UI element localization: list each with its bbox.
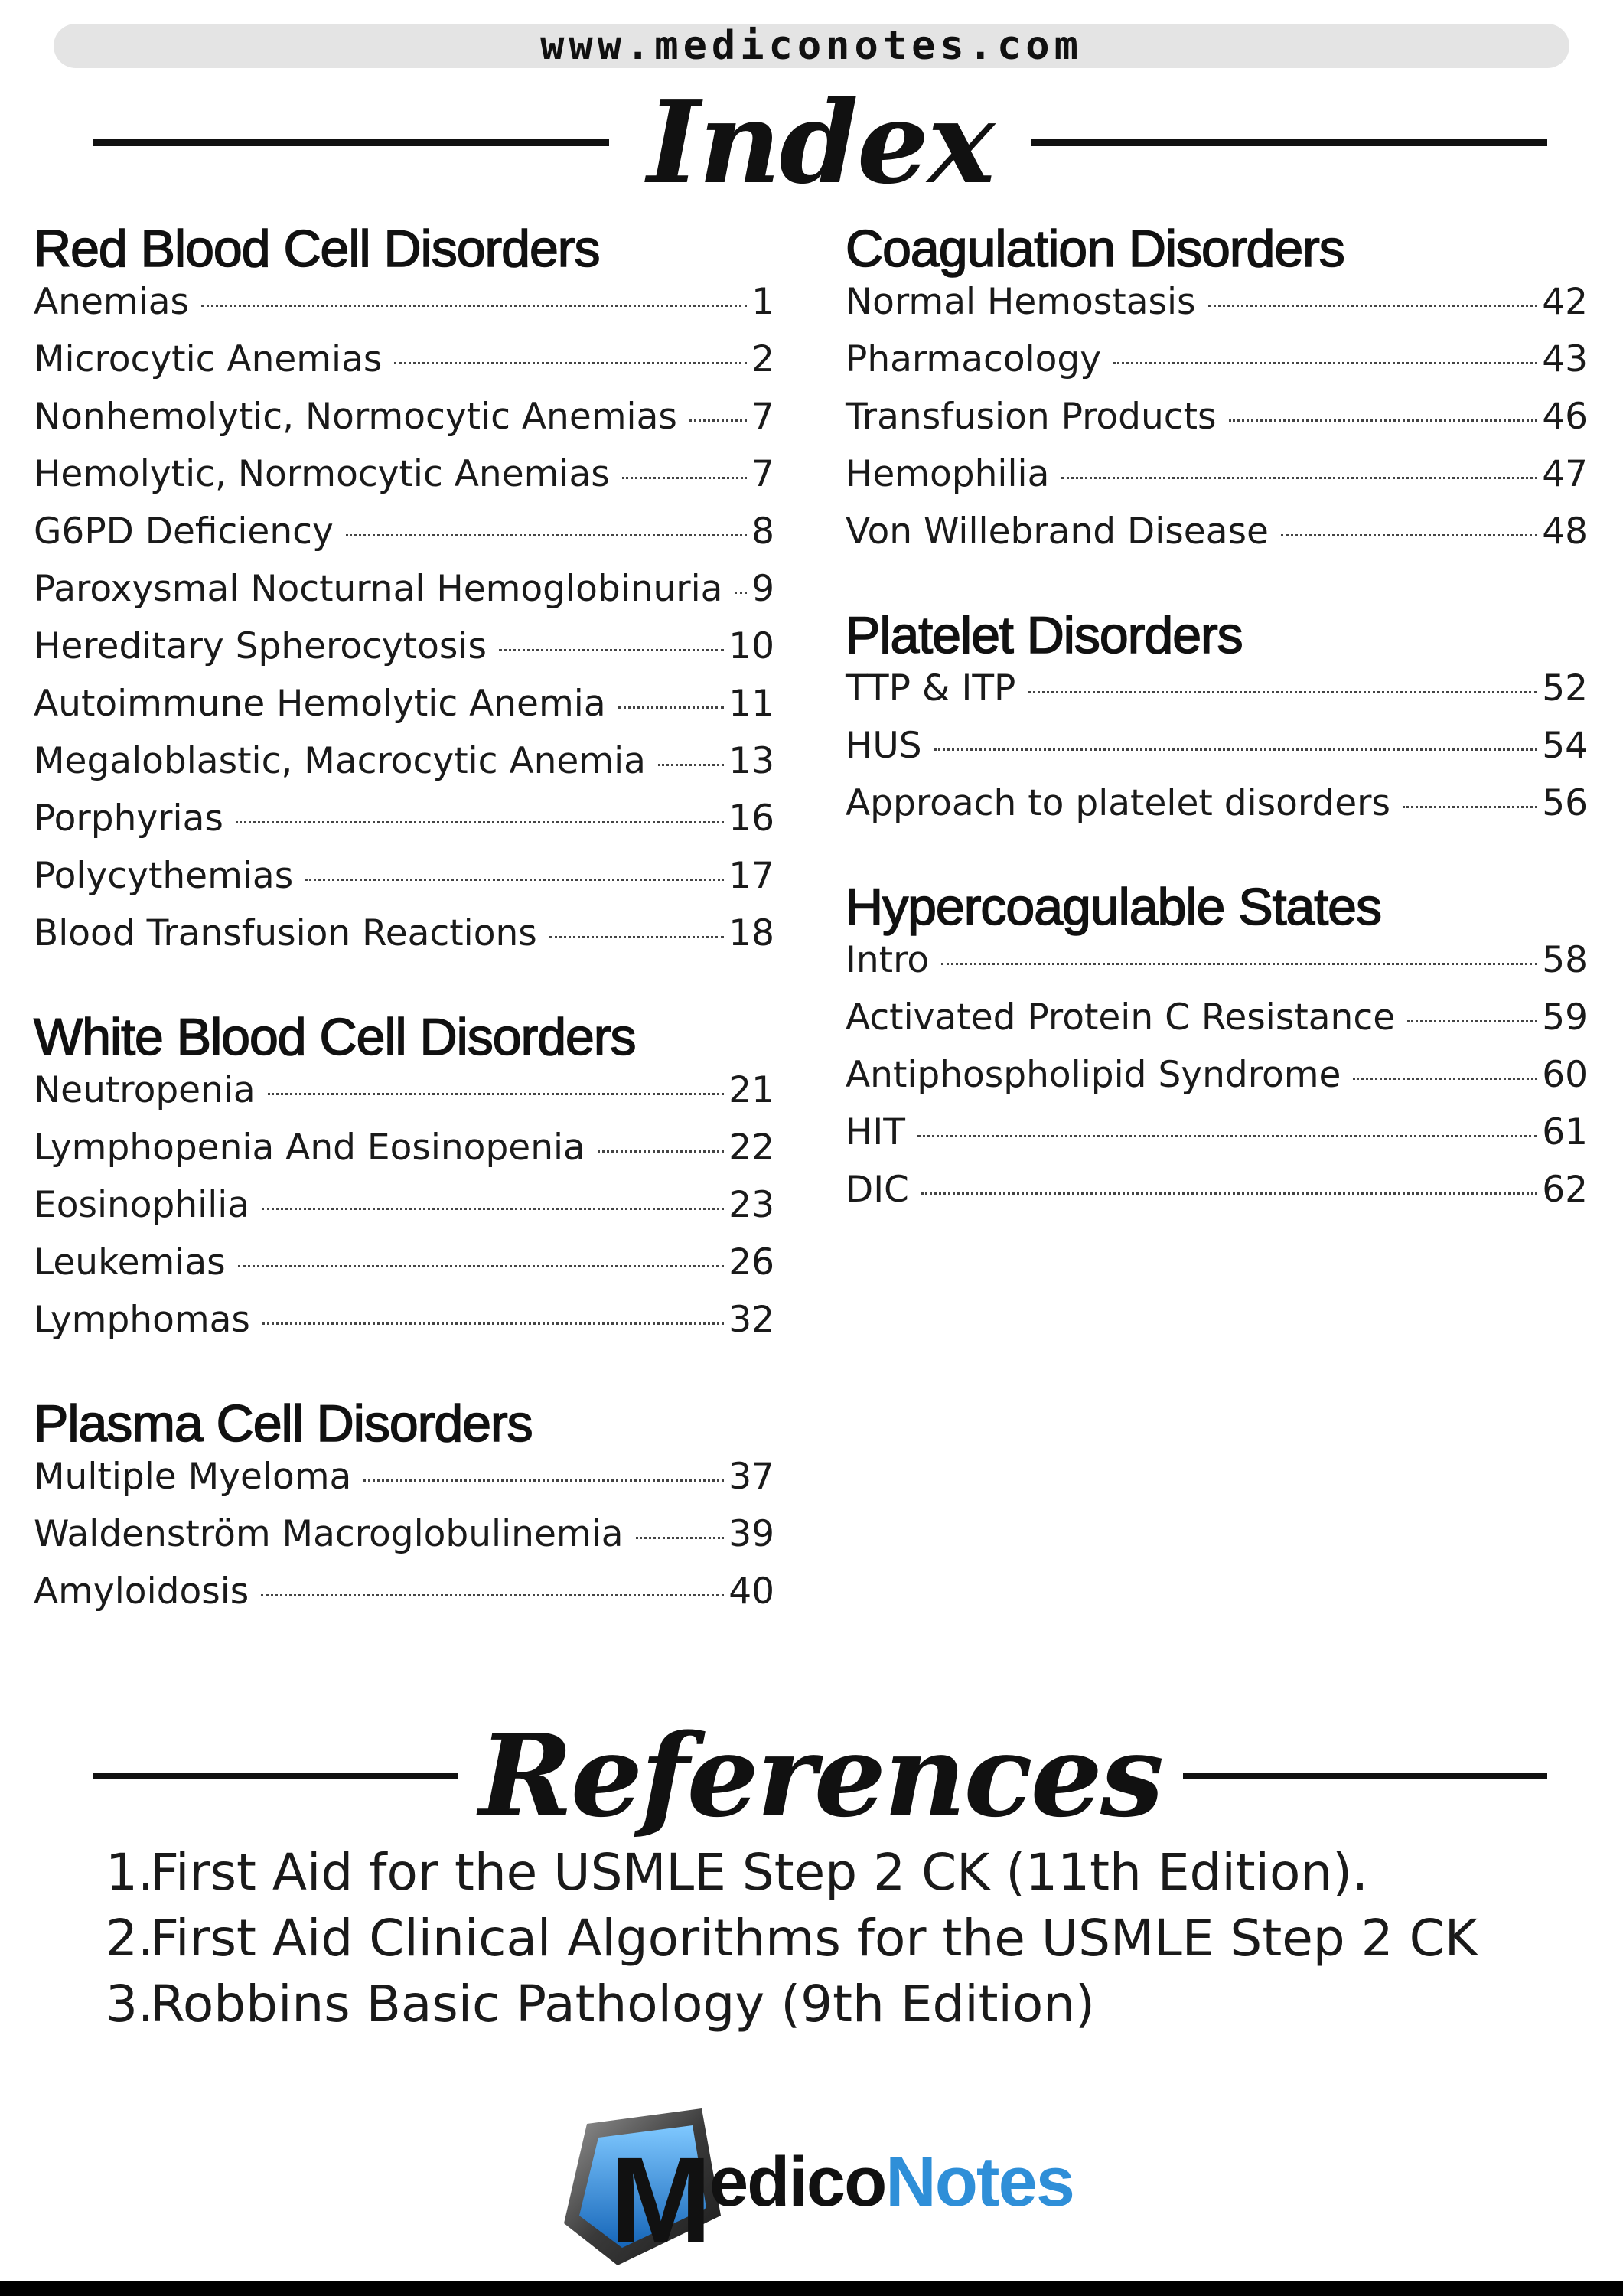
entry-name: Microcytic Anemias <box>34 338 383 380</box>
entry-name: DIC <box>846 1169 909 1211</box>
index-title-row <box>93 76 1547 209</box>
index-entry[interactable] <box>34 281 774 338</box>
entry-page-number: 40 <box>728 1570 774 1613</box>
section-heading: Plasma Cell Disorders <box>34 1394 533 1453</box>
dot-leader <box>658 764 724 766</box>
index-entry[interactable] <box>846 939 1588 996</box>
index-entry[interactable] <box>846 1111 1588 1169</box>
dot-leader <box>689 419 747 422</box>
index-entry[interactable] <box>34 1456 774 1513</box>
index-entry[interactable] <box>34 1570 774 1628</box>
index-section <box>34 218 774 970</box>
title-rule-left <box>93 1773 458 1779</box>
entry-name: HUS <box>846 725 922 767</box>
references-title: References <box>478 1709 1162 1842</box>
dot-leader <box>346 534 747 536</box>
entry-name: Porphyrias <box>34 797 223 840</box>
entry-name: Activated Protein C Resistance <box>846 996 1396 1039</box>
entry-page-number: 17 <box>728 855 774 897</box>
dot-leader <box>598 1150 724 1153</box>
index-entry[interactable] <box>846 667 1588 725</box>
dot-leader <box>394 362 747 364</box>
entry-name: Multiple Myeloma <box>34 1456 352 1498</box>
dot-leader <box>262 1208 724 1210</box>
index-entry[interactable] <box>34 855 774 912</box>
index-entry[interactable] <box>34 510 774 568</box>
reference-text: First Aid for the USMLE Step 2 CK (11th Edition). <box>150 1843 1368 1902</box>
entry-name: Eosinophilia <box>34 1184 250 1226</box>
mediconotes-logo <box>556 2101 1092 2277</box>
dot-leader <box>622 477 747 479</box>
index-section <box>846 605 1588 840</box>
reference-number: 2. <box>106 1909 154 1968</box>
dot-leader <box>238 1265 725 1267</box>
reference-number: 1. <box>106 1843 154 1902</box>
index-entry[interactable] <box>34 1127 774 1184</box>
index-column-right <box>846 218 1588 1263</box>
dot-leader <box>1208 305 1538 307</box>
entry-name: Transfusion Products <box>846 396 1217 438</box>
dot-leader <box>1281 534 1537 536</box>
entry-name: Megaloblastic, Macrocytic Anemia <box>34 740 646 782</box>
index-title: Index <box>647 76 994 209</box>
index-entry[interactable] <box>34 1069 774 1127</box>
dot-leader <box>1353 1078 1537 1080</box>
entry-name: Blood Transfusion Reactions <box>34 912 537 954</box>
reference-number: 3. <box>106 1975 154 2033</box>
logo-mark-icon <box>556 2101 732 2277</box>
entry-name: Pharmacology <box>846 338 1102 380</box>
entry-page-number: 10 <box>728 625 774 667</box>
entry-name: Nonhemolytic, Normocytic Anemias <box>34 396 677 438</box>
title-rule-left <box>93 139 609 146</box>
section-heading: Coagulation Disorders <box>846 220 1344 278</box>
dot-leader <box>941 963 1537 965</box>
index-entry[interactable] <box>34 912 774 970</box>
index-entry[interactable] <box>34 683 774 740</box>
entry-name: Lymphomas <box>34 1299 250 1341</box>
index-section <box>34 1393 774 1628</box>
entry-page-number: 58 <box>1542 939 1588 981</box>
entry-page-number: 46 <box>1542 396 1588 438</box>
entry-name: G6PD Deficiency <box>34 510 334 553</box>
entry-page-number: 62 <box>1542 1169 1588 1211</box>
dot-leader <box>735 592 747 594</box>
entry-page-number: 42 <box>1542 281 1588 323</box>
entry-page-number: 43 <box>1542 338 1588 380</box>
title-rule-right <box>1183 1773 1547 1779</box>
dot-leader <box>618 706 725 709</box>
entry-page-number: 59 <box>1542 996 1588 1039</box>
logo-wordmark-blue: Notes <box>885 2143 1074 2221</box>
index-entry[interactable] <box>34 740 774 797</box>
entry-name: Hemolytic, Normocytic Anemias <box>34 453 610 495</box>
bottom-band <box>0 2281 1623 2296</box>
entry-page-number: 1 <box>751 281 774 323</box>
dot-leader <box>1028 691 1537 693</box>
entry-name: Hemophilia <box>846 453 1050 495</box>
entry-page-number: 39 <box>728 1513 774 1555</box>
entry-page-number: 52 <box>1542 667 1588 709</box>
dot-leader <box>305 879 724 881</box>
entry-name: Polycythemias <box>34 855 294 897</box>
entry-name: Lymphopenia And Eosinopenia <box>34 1127 585 1169</box>
section-heading: Platelet Disorders <box>846 606 1243 664</box>
entry-page-number: 7 <box>751 453 774 495</box>
entry-page-number: 2 <box>751 338 774 380</box>
dot-leader <box>268 1093 724 1095</box>
dot-leader <box>921 1192 1537 1195</box>
index-entry[interactable] <box>34 625 774 683</box>
dot-leader <box>549 936 724 938</box>
entry-name: Normal Hemostasis <box>846 281 1196 323</box>
entry-page-number: 61 <box>1542 1111 1588 1153</box>
dot-leader <box>1113 362 1537 364</box>
title-rule-right <box>1031 139 1547 146</box>
website-url[interactable]: www.mediconotes.com <box>540 23 1083 69</box>
reference-item <box>106 1971 1559 2037</box>
reference-text: Robbins Basic Pathology (9th Edition) <box>150 1975 1095 2033</box>
index-section <box>846 876 1588 1226</box>
index-entry[interactable] <box>846 510 1588 568</box>
entry-page-number: 13 <box>728 740 774 782</box>
reference-item <box>106 1840 1559 1906</box>
index-entry[interactable] <box>846 1054 1588 1111</box>
entry-page-number: 48 <box>1542 510 1588 553</box>
dot-leader <box>636 1537 725 1539</box>
entry-page-number: 56 <box>1542 782 1588 824</box>
index-entry[interactable] <box>846 782 1588 840</box>
dot-leader <box>236 821 724 823</box>
entry-page-number: 54 <box>1542 725 1588 767</box>
entry-name: Antiphospholipid Syndrome <box>846 1054 1341 1096</box>
index-entry[interactable] <box>34 568 774 625</box>
index-entry[interactable] <box>34 797 774 855</box>
index-entry[interactable] <box>846 396 1588 453</box>
entry-name: Paroxysmal Nocturnal Hemoglobinuria <box>34 568 723 610</box>
index-section <box>34 1006 774 1356</box>
index-entry[interactable] <box>846 996 1588 1054</box>
dot-leader <box>917 1135 1537 1137</box>
index-entry[interactable] <box>34 1241 774 1299</box>
entry-name: TTP & ITP <box>846 667 1016 709</box>
dot-leader <box>363 1479 724 1482</box>
entry-page-number: 26 <box>728 1241 774 1283</box>
index-entry[interactable] <box>846 281 1588 338</box>
reference-item <box>106 1906 1559 1971</box>
entry-page-number: 9 <box>751 568 774 610</box>
index-entry[interactable] <box>846 453 1588 510</box>
index-section <box>846 218 1588 568</box>
website-banner <box>54 24 1569 68</box>
dot-leader <box>201 305 747 307</box>
entry-page-number: 11 <box>728 683 774 725</box>
index-entry[interactable] <box>34 1184 774 1241</box>
dot-leader <box>1061 477 1537 479</box>
logo-wordmark-dark: edico <box>709 2143 886 2221</box>
entry-page-number: 47 <box>1542 453 1588 495</box>
entry-page-number: 16 <box>728 797 774 840</box>
entry-page-number: 21 <box>728 1069 774 1111</box>
entry-page-number: 37 <box>728 1456 774 1498</box>
dot-leader <box>261 1594 724 1596</box>
entry-name: Waldenström Macroglobulinemia <box>34 1513 624 1555</box>
index-entry[interactable] <box>34 1513 774 1570</box>
entry-page-number: 22 <box>728 1127 774 1169</box>
index-entry[interactable] <box>846 725 1588 782</box>
entry-name: Autoimmune Hemolytic Anemia <box>34 683 606 725</box>
entry-page-number: 18 <box>728 912 774 954</box>
references-list <box>106 1840 1559 2037</box>
entry-name: Intro <box>846 939 930 981</box>
dot-leader <box>262 1322 724 1325</box>
section-heading: White Blood Cell Disorders <box>34 1008 636 1066</box>
entry-name: HIT <box>846 1111 905 1153</box>
section-heading: Hypercoagulable States <box>846 878 1382 936</box>
index-entry[interactable] <box>846 1169 1588 1226</box>
entry-page-number: 23 <box>728 1184 774 1226</box>
dot-leader <box>1403 806 1537 808</box>
entry-name: Leukemias <box>34 1241 226 1283</box>
entry-name: Anemias <box>34 281 189 323</box>
entry-name: Von Willebrand Disease <box>846 510 1269 553</box>
index-entry[interactable] <box>846 338 1588 396</box>
entry-name: Hereditary Spherocytosis <box>34 625 487 667</box>
entry-page-number: 60 <box>1542 1054 1588 1096</box>
index-column-left <box>34 218 774 1665</box>
index-entry[interactable] <box>34 338 774 396</box>
entry-name: Amyloidosis <box>34 1570 249 1613</box>
entry-page-number: 32 <box>728 1299 774 1341</box>
entry-name: Neutropenia <box>34 1069 256 1111</box>
logo-wordmark <box>709 2143 1074 2221</box>
index-entry[interactable] <box>34 396 774 453</box>
reference-text: First Aid Clinical Algorithms for the USMLE Step 2 CK <box>150 1909 1478 1968</box>
svg-text:M: M <box>610 2131 712 2268</box>
dot-leader <box>1407 1020 1537 1022</box>
dot-leader <box>934 748 1538 751</box>
entry-page-number: 7 <box>751 396 774 438</box>
dot-leader <box>499 649 724 651</box>
entry-page-number: 8 <box>751 510 774 553</box>
index-entry[interactable] <box>34 453 774 510</box>
references-title-row <box>93 1709 1547 1842</box>
section-heading: Red Blood Cell Disorders <box>34 220 600 278</box>
entry-name: Approach to platelet disorders <box>846 782 1390 824</box>
dot-leader <box>1229 419 1538 422</box>
index-entry[interactable] <box>34 1299 774 1356</box>
